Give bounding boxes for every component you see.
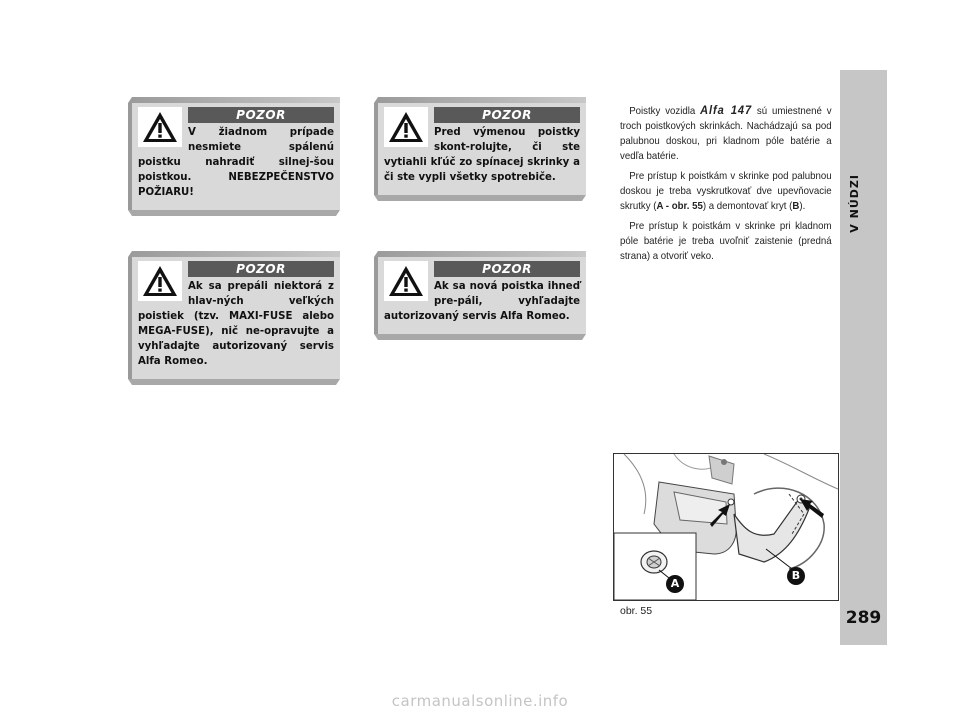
- warning-heading: POZOR: [434, 261, 580, 277]
- watermark: carmanualsonline.info: [391, 692, 569, 710]
- chapter-title: V NÚDZI: [848, 174, 861, 233]
- paragraph-battery-box: Pre prístup k poistkám v skrinke pri kladnom póle batérie je treba uvoľniť zaistenie (predná strana) a otvoriť veko.: [620, 220, 832, 262]
- paragraph-dashboard-box: Pre prístup k poistkám v skrinke pod palubnou doskou je treba vyskrutkovať dve upevňovacie skrutky (A - obr. 55) a demontovať kryt (B).: [620, 170, 832, 212]
- warning-text: Ak sa nová poistka ihneď pre-páli, vyhľadajte autorizovaný servis Alfa Romeo.: [384, 281, 580, 322]
- warning-box-key-removal: [374, 103, 586, 195]
- warning-triangle-icon: [138, 107, 182, 147]
- figure-caption: obr. 55: [620, 605, 653, 617]
- chapter-side-strip: [840, 70, 887, 645]
- figure-reference-b: B: [792, 200, 800, 212]
- body-text: [620, 103, 832, 269]
- warning-text: V žiadnom prípade nesmiete spálenú poistku nahradiť silnej-šou poistkou. NEBEZPEČENSTVO POŽIARU!: [138, 127, 334, 198]
- warning-heading: POZOR: [188, 261, 334, 277]
- warning-triangle-icon: [138, 261, 182, 301]
- callout-label-a: A: [666, 575, 684, 593]
- warning-box-fuse-replacement: [128, 103, 340, 210]
- warning-heading: POZOR: [434, 107, 580, 123]
- warning-text: Ak sa prepáli niektorá z hlav-ných veľkých poistiek (tzv. MAXI-FUSE alebo MEGA-FUSE), nič ne-opravujte a vyhľadajte autorizovaný servis Alfa Romeo.: [138, 281, 334, 367]
- paragraph-fuse-locations: Poistky vozidla Alfa 147 sú umiestnené v troch poistkových skrinkách. Nachádzajú sa pod palubnou doskou, pri kladnom póle batérie a vedľa batérie.: [620, 103, 832, 162]
- warning-triangle-icon: [384, 261, 428, 301]
- model-name: Alfa 147: [700, 103, 753, 117]
- warning-text: Pred výmenou poistky skont-rolujte, či ste vytiahli kľúč zo spínacej skrinky a či ste vypli všetky spotrebiče.: [384, 127, 580, 183]
- warning-box-maxi-fuse: [128, 257, 340, 379]
- warning-box-fuse-blows-again: [374, 257, 586, 334]
- figure-reference: A - obr. 55: [656, 200, 703, 212]
- callout-label-b: B: [787, 567, 805, 585]
- figure-fuse-box-cover: [613, 453, 839, 601]
- warning-triangle-icon: [384, 107, 428, 147]
- warning-heading: POZOR: [188, 107, 334, 123]
- page-number: 289: [845, 608, 882, 628]
